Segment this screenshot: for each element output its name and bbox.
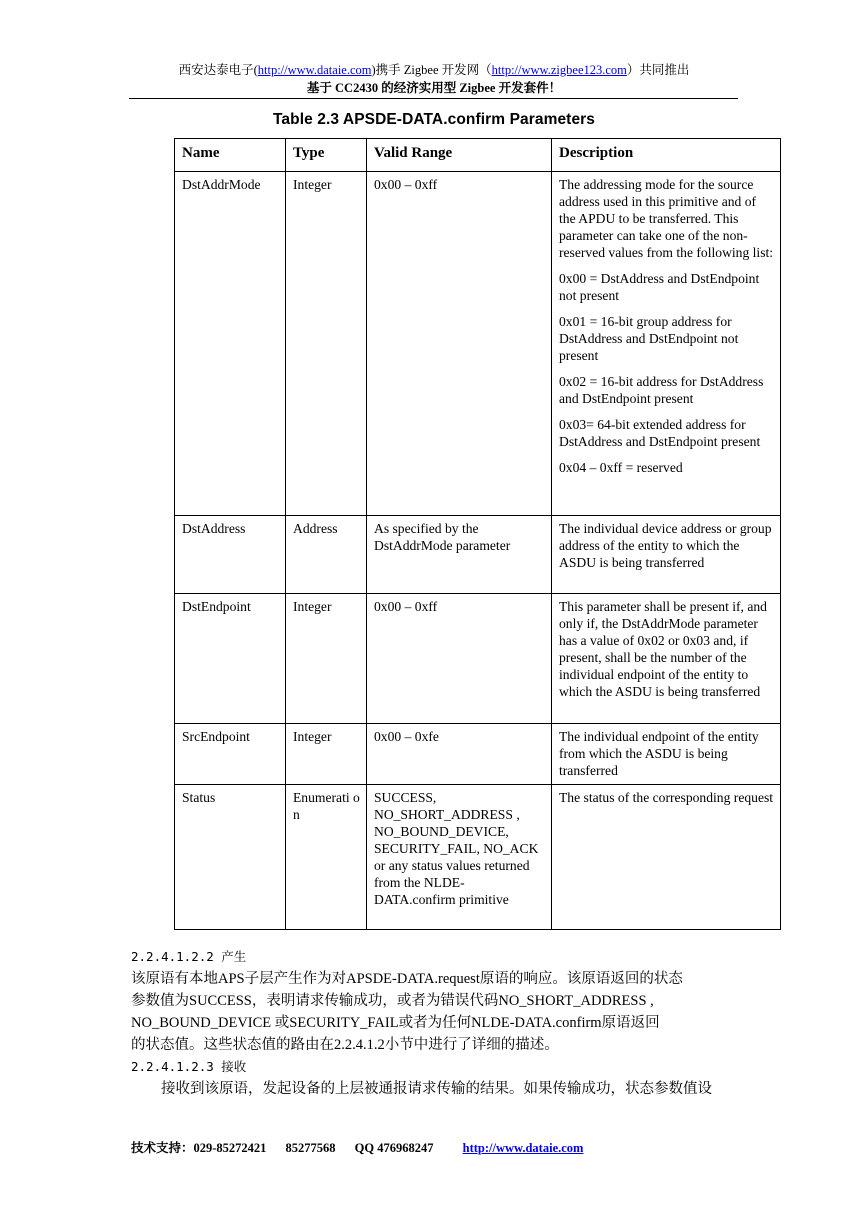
cell-name: DstAddress <box>175 516 286 594</box>
footer-qq: QQ 476968247 <box>354 1141 434 1155</box>
column-header-type: Type <box>286 139 367 172</box>
page-header-line2: 基于 CC2430 的经济实用型 Zigbee 开发套件！ <box>306 81 562 95</box>
body-content <box>131 946 751 1100</box>
zigbee123-link[interactable]: http://www.zigbee123.com <box>491 63 627 77</box>
cell-description: This parameter shall be present if, and only if, the DstAddrMode parameter has a value of 0x02 or 0x03 and, if present, shall be the number of the individual endpoint of the entity to which the ASDU is being transferred <box>552 594 781 724</box>
description-option: 0x04 – 0xff = reserved <box>559 460 683 475</box>
header-text-prefix: 西安达泰电子( <box>178 63 258 77</box>
table-caption: Table 2.3 APSDE-DATA.confirm Parameters <box>272 111 596 128</box>
paragraph-line: 该原语有本地APS子层产生作为对APSDE-DATA.request原语的响应。该原语返回的状态 <box>131 971 683 987</box>
description-option: 0x00 = DstAddress and DstEndpoint not present <box>559 271 760 303</box>
page-header-line1 <box>0 62 868 78</box>
cell-type: Address <box>286 516 367 594</box>
description-text: The addressing mode for the source address used in this primitive and of the APDU to be transferred. This parameter can take one of the non-reserved values from the following list: <box>559 177 774 260</box>
section-heading-receipt: 2.2.4.1.2.3 接收 <box>131 1059 247 1074</box>
footer-url-link[interactable]: http://www.dataie.com <box>462 1141 584 1155</box>
cell-name: DstEndpoint <box>175 594 286 724</box>
footer-support: 技术支持：029-85272421 <box>131 1141 267 1155</box>
paragraph-line: 的状态值。这些状态值的路由在2.2.4.1.2小节中进行了详细的描述。 <box>131 1037 559 1053</box>
footer-phone: 85277568 <box>285 1141 336 1155</box>
cell-description: The status of the corresponding request <box>552 785 781 930</box>
cell-type: Integer <box>286 172 367 516</box>
header-divider <box>129 98 738 99</box>
cell-name: Status <box>175 785 286 930</box>
cell-range: SUCCESS, NO_SHORT_ADDRESS , NO_BOUND_DEVICE, SECURITY_FAIL, NO_ACK or any status values returned from the NLDE-DATA.confirm primitive <box>367 785 552 930</box>
cell-description <box>552 172 781 516</box>
column-header-description: Description <box>552 139 781 172</box>
paragraph-line: NO_BOUND_DEVICE 或SECURITY_FAIL或者为任何NLDE-DATA.confirm原语返回 <box>131 1015 660 1031</box>
table-row <box>175 172 781 516</box>
cell-type: Enumerati on <box>286 785 367 930</box>
table-row <box>175 516 781 594</box>
description-option: 0x01 = 16-bit group address for DstAddress and DstEndpoint not present <box>559 314 739 363</box>
paragraph-line: 接收到该原语，发起设备的上层被通报请求传输的结果。如果传输成功，状态参数值设 <box>161 1081 712 1097</box>
section-heading-generation: 2.2.4.1.2.2 产生 <box>131 949 247 964</box>
header-text-mid: )携手 Zigbee 开发网（ <box>371 63 492 77</box>
cell-type: Integer <box>286 724 367 785</box>
cell-description: The individual endpoint of the entity from which the ASDU is being transferred <box>552 724 781 785</box>
cell-range: As specified by the DstAddrMode parameter <box>367 516 552 594</box>
cell-range: 0x00 – 0xff <box>367 172 552 516</box>
paragraph-line: 参数值为SUCCESS，表明请求传输成功，或者为错误代码NO_SHORT_ADDRESS , <box>131 993 654 1009</box>
cell-range: 0x00 – 0xff <box>367 594 552 724</box>
cell-name: DstAddrMode <box>175 172 286 516</box>
column-header-range: Valid Range <box>367 139 552 172</box>
table-header-row <box>175 139 781 172</box>
cell-name: SrcEndpoint <box>175 724 286 785</box>
cell-description: The individual device address or group address of the entity to which the ASDU is being transferred <box>552 516 781 594</box>
page-footer <box>131 1138 599 1156</box>
description-option: 0x03= 64-bit extended address for DstAddress and DstEndpoint present <box>559 417 761 449</box>
dataie-link[interactable]: http://www.dataie.com <box>257 63 372 77</box>
table-row <box>175 594 781 724</box>
cell-type: Integer <box>286 594 367 724</box>
table-row <box>175 724 781 785</box>
column-header-name: Name <box>175 139 286 172</box>
description-option: 0x02 = 16-bit address for DstAddress and DstEndpoint present <box>559 374 764 406</box>
parameters-table <box>174 138 781 930</box>
table-row <box>175 785 781 930</box>
header-text-suffix: ）共同推出 <box>626 63 690 77</box>
cell-range: 0x00 – 0xfe <box>367 724 552 785</box>
